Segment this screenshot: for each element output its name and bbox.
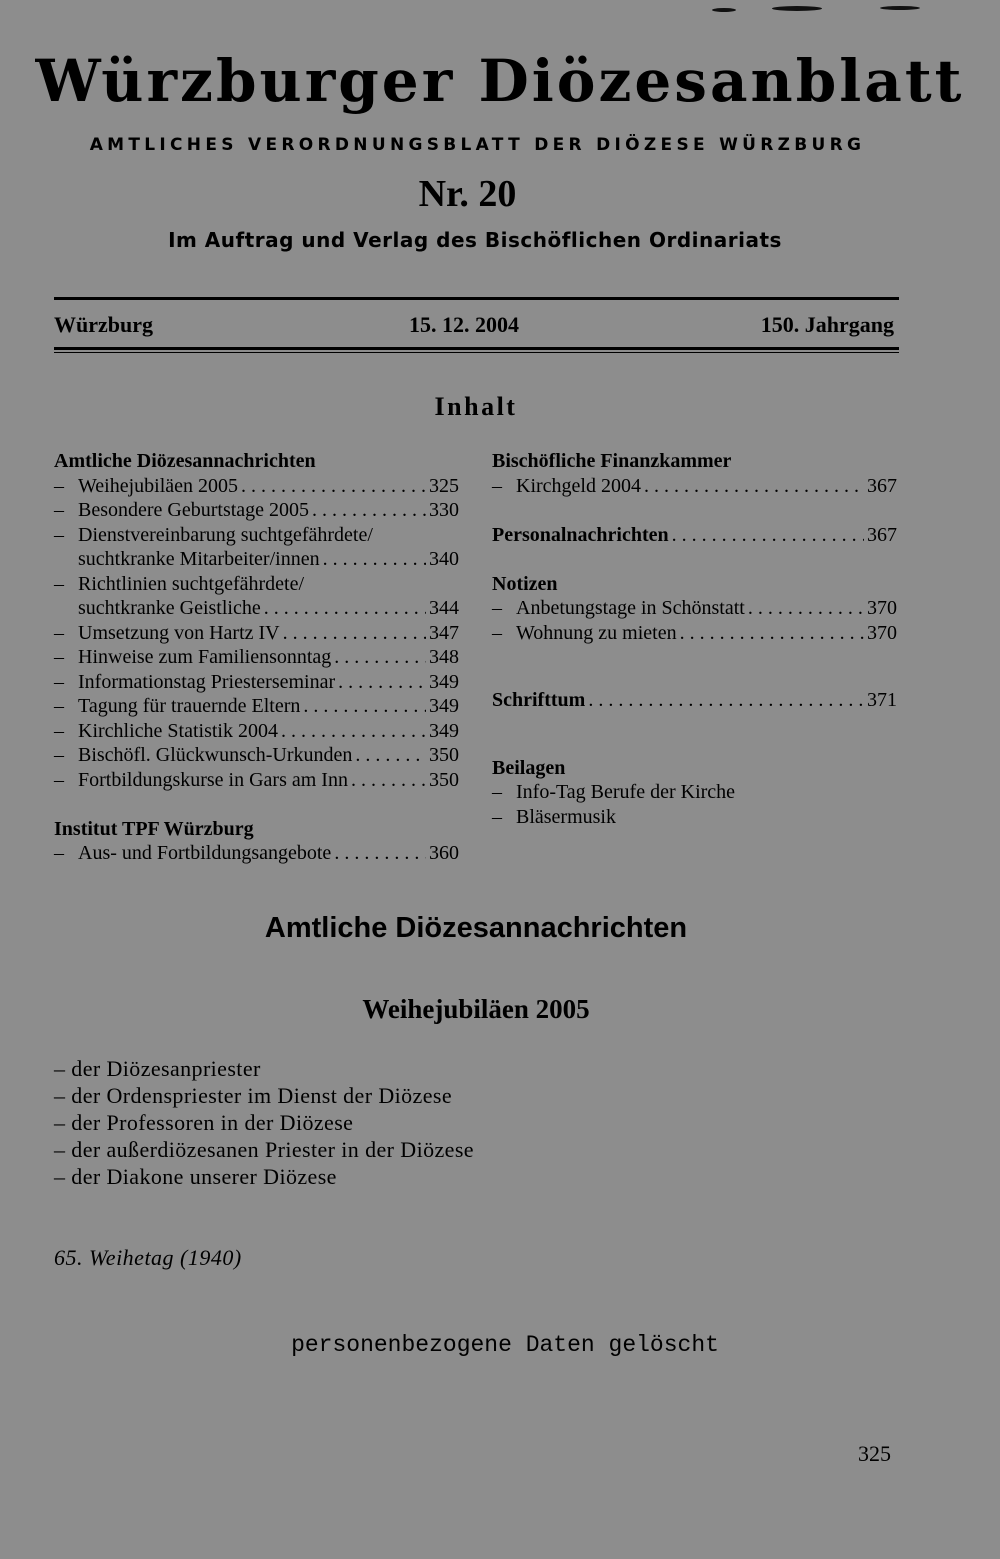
toc-leader [588,688,864,713]
toc-entry-page: 340 [429,548,459,570]
toc-entry-page: 330 [429,499,459,521]
toc-entry[interactable] [54,498,459,523]
rule-top [54,297,899,300]
toc-dash: – [54,842,64,864]
toc-entry-line1[interactable] [54,523,459,548]
toc-entry-page: 367 [867,523,897,546]
toc-leader [680,621,864,646]
dateline-volume: 150. Jahrgang [760,312,894,337]
section-heading: Amtliche Diözesannachrichten [264,912,688,944]
masthead-title: Würzburger Diözesanblatt [35,47,965,115]
toc-section-title: Schrifttum [492,689,586,711]
toc-entry-label: Hinweise zum Familiensonntag [78,646,332,668]
toc-entry-label: Wohnung zu mieten [516,621,677,644]
toc-leader [644,474,864,499]
toc-entry[interactable] [492,474,897,499]
toc-entry-label: Informationstag Priesterseminar [78,670,336,693]
toc-entry[interactable] [492,805,897,830]
toc-section-title: Beilagen [492,756,566,779]
toc-dash: – [54,474,64,497]
redaction-notice: personenbezogene Daten gelöscht [291,1332,719,1358]
toc-entry[interactable] [54,743,459,768]
toc-entry-page: 349 [429,719,459,742]
scan-speck [772,6,822,11]
toc-entry-page: 371 [867,689,897,711]
list-item: – der Diakone unserer Diözese [54,1164,337,1189]
toc-entry-label: Anbetungstage in Schönstatt [516,597,745,619]
dateline [54,312,899,342]
toc-entry-page: 370 [867,597,897,619]
toc-dash: – [54,523,64,546]
toc-entry-label: Info-Tag Berufe der Kirche [516,781,736,803]
toc-leader [672,523,864,548]
toc-dash: – [492,621,502,644]
toc-leader [338,670,426,695]
toc-section-title: Notizen [492,572,558,595]
publisher-line: Im Auftrag und Verlag des Bischöflichen Ordinariats [168,228,782,252]
jubilee-list [54,1055,474,1190]
toc-entry-label: suchtkranke Geistliche [78,597,261,619]
toc-entry-page: 344 [429,597,459,619]
toc-leader [323,547,426,572]
toc-entry-label-line1: Richtlinien suchtgefährdete/ [78,572,305,595]
toc-entry-label: Fortbildungskurse in Gars am Inn [78,768,348,791]
sub-heading: Weihejubiläen 2005 [362,994,590,1024]
toc-entry-page: 350 [429,744,459,766]
toc-leader [264,596,426,621]
toc-entry[interactable] [492,621,897,646]
toc-heading: Inhalt [434,392,518,421]
toc-entry-line1[interactable] [54,572,459,597]
toc-entry-label: Bischöfl. Glückwunsch-Urkunden [78,744,353,766]
toc-section-title: Personalnachrichten [492,523,669,546]
toc-dash: – [54,768,64,791]
rule-bottom-thin [54,352,899,353]
spacer [492,547,897,572]
toc-dash: – [492,597,502,619]
masthead-subtitle: AMTLICHES VERORDNUNGSBLATT DER DIÖZESE WÜRZBURG [89,135,866,155]
toc-dash: – [54,499,64,521]
toc-section-title: Bischöfliche Finanzkammer [492,450,732,472]
toc-entry-page: 325 [429,474,459,497]
spacer [492,498,897,523]
toc-leader [281,719,426,744]
toc-entry[interactable] [54,547,459,572]
toc-entry[interactable] [54,621,459,646]
toc-entry[interactable] [54,768,459,793]
toc-dash: – [54,646,64,668]
toc-entry-label: suchtkranke Mitarbeiter/innen [78,548,320,570]
toc-entry[interactable] [54,645,459,670]
toc-entry-label: Aus- und Fortbildungsangebote [78,842,332,864]
spacer [492,713,897,756]
toc-entry[interactable] [54,670,459,695]
toc-section-title: Institut TPF Würzburg [54,817,254,840]
toc-dash: – [54,695,64,717]
list-item: – der Professoren in der Diözese [54,1110,354,1135]
toc-dash: – [54,621,64,644]
toc-leader [241,474,426,499]
list-item: – der Ordenspriester im Dienst der Diözese [54,1083,453,1108]
list-item: – der Diözesanpriester [54,1056,261,1081]
toc-leader [748,596,864,621]
toc-dash: – [54,572,64,595]
dateline-place: Würzburg [54,312,153,337]
toc-entry[interactable] [54,596,459,621]
page-number: 325 [858,1441,891,1466]
toc-entry-label: Besondere Geburtstage 2005 [78,499,310,521]
toc-leader [334,841,426,866]
toc-entry[interactable] [54,474,459,499]
toc-leader [351,768,426,793]
toc-dash: – [492,474,502,497]
spacer [492,645,897,688]
toc-dash: – [54,670,64,693]
toc-leader [283,621,426,646]
dateline-date: 15. 12. 2004 [409,312,519,337]
toc-leader [312,498,426,523]
toc-entry[interactable] [492,523,897,548]
toc-entry[interactable] [54,694,459,719]
toc-dash: – [54,744,64,766]
toc-section-title: Amtliche Diözesannachrichten [54,450,316,472]
toc-entry-page: 347 [429,621,459,644]
rule-bottom [54,347,899,350]
issue-number: Nr. 20 [418,173,517,215]
toc-entry-label: Tagung für trauernde Eltern [78,695,301,717]
toc-right-column [492,449,897,829]
toc-entry-page: 367 [867,474,897,497]
toc-entry-label: Kirchgeld 2004 [516,474,641,497]
toc-dash: – [54,719,64,742]
toc-entry-label: Weihejubiläen 2005 [78,474,239,497]
toc-entry-page: 349 [429,695,459,717]
spacer [54,792,459,817]
list-item: – der außerdiözesanen Priester in der Diözese [54,1137,474,1162]
toc-entry[interactable] [492,688,897,713]
weihetag-heading: 65. Weihetag (1940) [54,1245,242,1270]
toc-entry-label: Kirchliche Statistik 2004 [78,719,278,742]
toc-entry-page: 350 [429,768,459,791]
scan-speck [712,8,736,12]
toc-entry-label: Umsetzung von Hartz IV [78,621,280,644]
toc-dash: – [492,781,502,803]
toc-entry[interactable] [54,841,459,866]
toc-leader [334,645,426,670]
toc-entry-page: 349 [429,670,459,693]
toc-entry-page: 360 [429,842,459,864]
toc-entry[interactable] [54,719,459,744]
toc-dash: – [492,805,502,828]
toc-entry-label-line1: Dienstvereinbarung suchtgefährdete/ [78,523,373,546]
toc-leader [355,743,426,768]
toc-leader [303,694,426,719]
toc-entry[interactable] [492,780,897,805]
toc-entry-label: Bläsermusik [516,805,616,828]
scan-speck [880,6,920,10]
toc-entry[interactable] [492,596,897,621]
toc-entry-page: 348 [429,646,459,668]
toc-left-column [54,449,459,866]
toc-entry-page: 370 [867,621,897,644]
